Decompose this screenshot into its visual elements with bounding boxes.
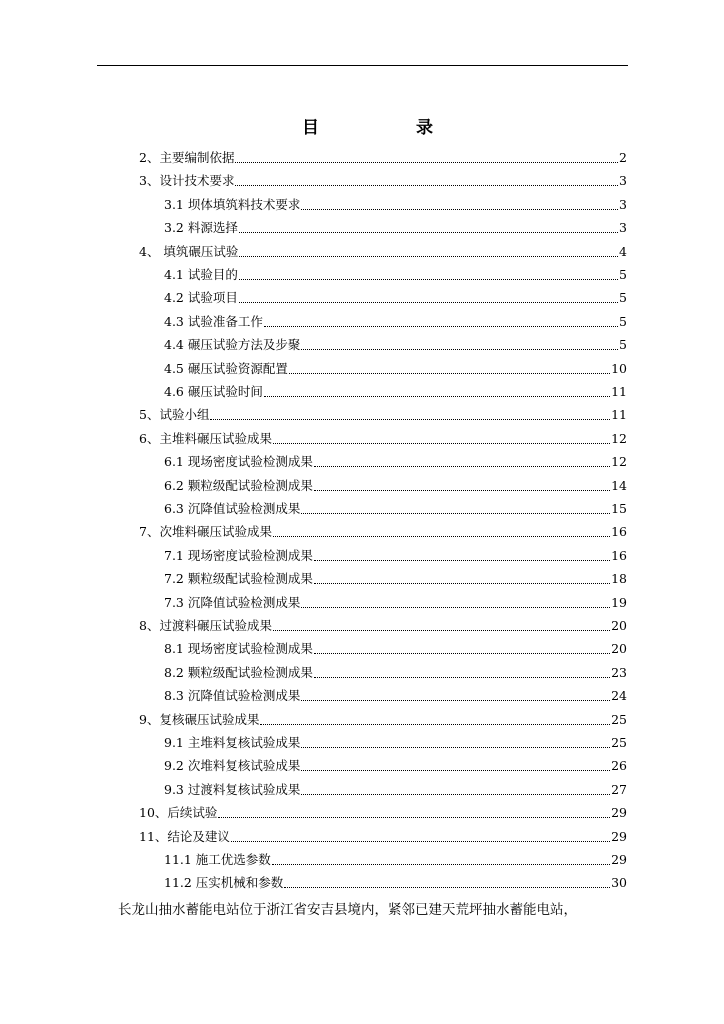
toc-entry[interactable] [164,565,627,587]
toc-entry[interactable] [139,238,627,260]
toc-entry-page: 20 [611,641,627,657]
toc-leader-dots [239,302,618,303]
toc-entry[interactable] [164,776,627,798]
toc-entry-label: 11、结论及建议 [139,828,230,844]
toc-entry-label: 6.3 沉降值试验检测成果 [164,501,301,516]
toc-entry[interactable] [164,846,627,868]
toc-entry-page: 18 [611,571,627,587]
toc-leader-dots [210,419,610,420]
toc-entry-page: 15 [611,501,627,516]
toc-title-char-2: 录 [416,118,433,138]
toc-entry[interactable] [164,659,627,681]
toc-entry-label: 11.2 压实机械和参数 [164,875,284,891]
toc-entry[interactable] [139,144,627,166]
toc-entry[interactable] [164,284,627,306]
toc-leader-dots [314,466,610,467]
toc-entry-page: 5 [619,313,627,329]
toc-entry-label: 7、次堆料碾压试验成果 [139,524,272,540]
toc-leader-dots [314,583,610,584]
toc-entry-label: 7.1 现场密度试验检测成果 [164,547,313,563]
toc-entry-page: 25 [611,735,627,750]
toc-entry-label: 7.3 沉降值试验检测成果 [164,594,301,610]
toc-entry-page: 14 [611,477,627,493]
toc-entry[interactable] [139,612,627,634]
toc-entry-label: 6、主堆料碾压试验成果 [139,430,272,446]
toc-entry-page: 26 [611,758,627,774]
toc-entry[interactable] [164,752,627,774]
toc-entry-label: 4.4 碾压试验方法及步聚 [164,337,301,353]
toc-entry[interactable] [139,706,627,728]
toc-entry-label: 4.1 试验目的 [164,267,238,282]
toc-entry[interactable] [164,261,627,283]
toc-leader-dots [301,747,610,748]
toc-entry-label: 4.2 试验项目 [164,290,238,306]
toc-entry-label: 3.1 坝体填筑料技术要求 [164,196,301,212]
toc-leader-dots [264,326,618,327]
toc-leader-dots [273,443,610,444]
body-paragraph: 长龙山抽水蓄能电站位于浙江省安吉县境内，紧邻已建天荒坪抽水蓄能电站， [118,902,577,918]
toc-entry-page: 19 [611,594,627,610]
toc-entry-page: 16 [611,547,627,563]
toc-entry-page: 10 [611,360,627,376]
toc-leader-dots [272,864,610,865]
toc-leader-dots [264,396,610,397]
toc-entry[interactable] [164,542,627,564]
toc-leader-dots [273,630,610,631]
toc-leader-dots [231,841,610,842]
toc-entry-label: 10、后续试验 [139,805,218,821]
toc-entry-label: 8.1 现场密度试验检测成果 [164,641,313,657]
toc-entry[interactable] [139,823,627,845]
toc-leader-dots [289,373,610,374]
toc-entry-page: 30 [611,875,627,891]
toc-entry[interactable] [164,308,627,330]
toc-entry-page: 23 [611,664,627,680]
toc-entry-label: 9.3 过渡料复核试验成果 [164,781,301,797]
toc-entry-page: 3 [619,173,627,189]
toc-leader-dots [301,513,610,514]
toc-leader-dots [284,887,610,888]
toc-entry-page: 25 [611,711,627,727]
toc-entry[interactable] [164,729,627,751]
toc-entry[interactable] [164,682,627,704]
toc-entry[interactable] [164,378,627,400]
toc-entry-page: 5 [619,290,627,306]
toc-leader-dots [239,256,618,257]
toc-leader-dots [301,349,618,350]
toc-leader-dots [314,653,610,654]
toc-leader-dots [218,817,610,818]
toc-entry-label: 6.2 颗粒级配试验检测成果 [164,477,313,493]
toc-entry[interactable] [139,518,627,540]
toc-entry-label: 8.3 沉降值试验检测成果 [164,688,301,704]
toc-leader-dots [239,279,618,280]
toc-leader-dots [314,490,610,491]
toc-entry-page: 3 [619,196,627,212]
header-rule [97,65,628,66]
toc-entry-label: 9.1 主堆料复核试验成果 [164,735,301,750]
toc-entry-page: 29 [611,852,627,867]
toc-entry-page: 29 [611,805,627,821]
toc-leader-dots [273,536,610,537]
toc-leader-dots [235,185,618,186]
toc-entry-label: 5、试验小组 [139,407,210,423]
toc-entry-page: 12 [611,430,627,446]
toc-entry[interactable] [164,495,627,517]
toc-entry[interactable] [164,869,627,891]
toc-entry-label: 9、复核碾压试验成果 [139,711,260,727]
toc-leader-dots [301,607,610,608]
toc-entry[interactable] [139,167,627,189]
toc-leader-dots [235,162,618,163]
toc-entry-label: 4.3 试验准备工作 [164,313,263,329]
toc-entry-label: 8、过渡料碾压试验成果 [139,618,272,633]
toc-entry-page: 3 [619,220,627,236]
toc-entry-label: 2、主要编制依据 [139,150,235,165]
toc-entry-page: 11 [611,384,627,399]
toc-entry-label: 7.2 颗粒级配试验检测成果 [164,571,313,587]
toc-leader-dots [314,560,610,561]
toc-entry-page: 4 [619,243,627,259]
toc-entry-label: 4.5 碾压试验资源配置 [164,360,288,376]
toc-entry[interactable] [164,635,627,657]
toc-entry-page: 24 [611,688,627,704]
toc-entry[interactable] [164,448,627,470]
toc-entry-label: 8.2 颗粒级配试验检测成果 [164,664,313,680]
toc-entry-page: 20 [611,618,627,633]
toc-entry[interactable] [139,425,627,447]
toc-entry-page: 16 [611,524,627,540]
toc-leader-dots [239,232,618,233]
toc-entry-page: 29 [611,828,627,844]
toc-entry-page: 12 [611,454,627,470]
toc-entry[interactable] [164,214,627,236]
toc-title-char-1: 目 [302,118,319,138]
toc-entry-label: 3.2 料源选择 [164,220,238,236]
toc-entry-label: 6.1 现场密度试验检测成果 [164,454,313,470]
toc-entry[interactable] [139,799,627,821]
toc-leader-dots [301,700,610,701]
toc-entry[interactable] [164,191,627,213]
toc-entry-page: 5 [619,267,627,282]
toc-entry-label: 4.6 碾压试验时间 [164,384,263,399]
toc-leader-dots [260,724,610,725]
toc-entry[interactable] [164,472,627,494]
toc-entry-page: 2 [619,150,627,165]
toc-entry-label: 4、 填筑碾压试验 [139,243,239,259]
toc-leader-dots [301,770,610,771]
toc-entry-label: 11.1 施工优选参数 [164,852,271,867]
toc-entry-page: 11 [611,407,627,423]
toc-leader-dots [314,677,610,678]
toc-entry-page: 5 [619,337,627,353]
toc-leader-dots [301,794,610,795]
toc-entry[interactable] [164,331,627,353]
toc-entry[interactable] [139,401,627,423]
toc-entry-label: 3、设计技术要求 [139,173,235,189]
toc-entry[interactable] [164,355,627,377]
toc-entry-label: 9.2 次堆料复核试验成果 [164,758,301,774]
toc-entry[interactable] [164,589,627,611]
toc-leader-dots [301,209,618,210]
toc-entry-page: 27 [611,781,627,797]
